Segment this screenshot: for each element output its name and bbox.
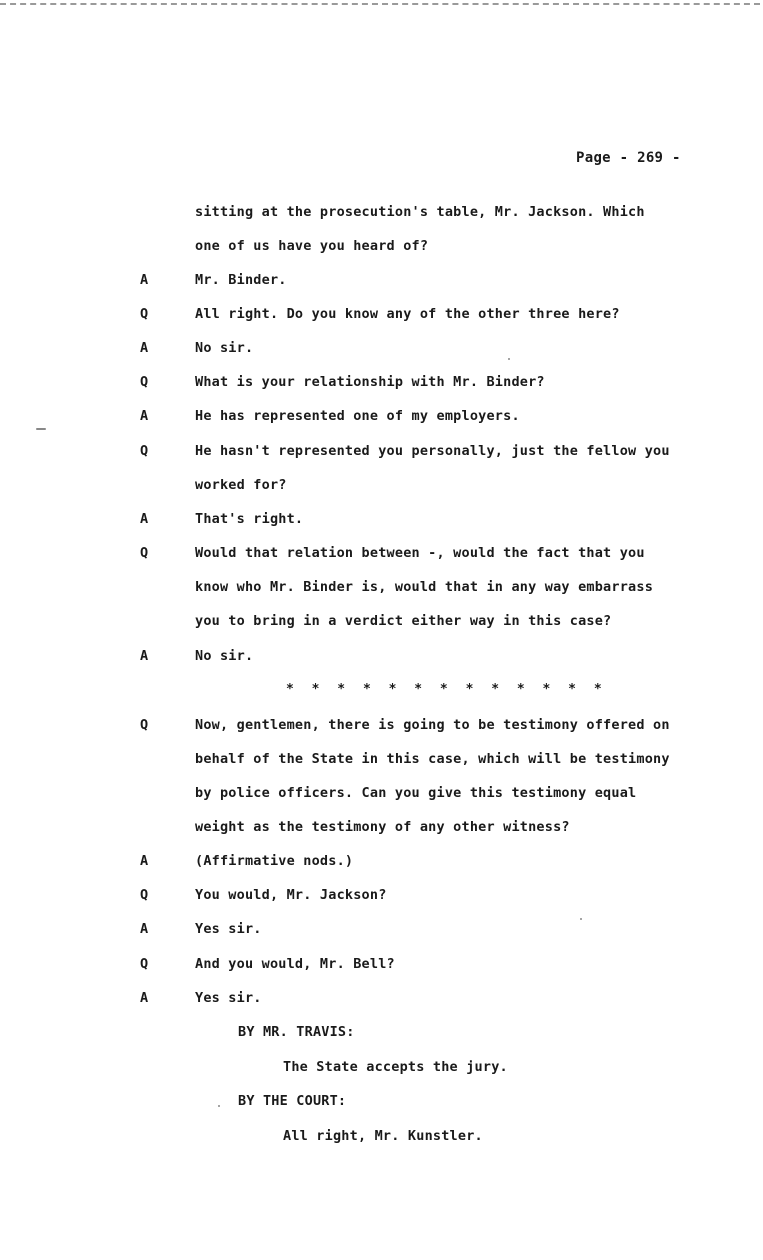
scan-speck (580, 918, 582, 920)
transcript-line: That's right. (195, 511, 304, 527)
speaker-marker: Q (140, 443, 149, 459)
transcript-line: Yes sir. (195, 990, 262, 1006)
transcript-line: Yes sir. (195, 921, 262, 937)
scan-speck (508, 358, 510, 360)
speaker-marker: Q (140, 887, 149, 903)
speaker-marker: A (140, 990, 149, 1006)
transcript-line: sitting at the prosecution's table, Mr. Jackson. Which (195, 204, 645, 220)
transcript-line: You would, Mr. Jackson? (195, 887, 387, 903)
speaker-marker: A (140, 648, 149, 664)
transcript-line: know who Mr. Binder is, would that in any way embarrass (195, 579, 654, 595)
transcript-line: Would that relation between -, would the fact that you (195, 545, 645, 561)
transcript-line: by police officers. Can you give this testimony equal (195, 785, 637, 801)
scan-speck (218, 1105, 220, 1107)
transcript-line: behalf of the State in this case, which will be testimony (195, 751, 670, 767)
transcript-line: Mr. Binder. (195, 272, 287, 288)
transcript-line: you to bring in a verdict either way in this case? (195, 613, 612, 629)
transcript-line: worked for? (195, 477, 287, 493)
scan-top-edge (0, 3, 760, 5)
transcript-line: Now, gentlemen, there is going to be testimony offered on (195, 717, 670, 733)
transcript-line: one of us have you heard of? (195, 238, 429, 254)
section-divider-stars: * * * * * * * * * * * * * (286, 682, 607, 697)
page-number: Page - 269 - (576, 150, 681, 166)
speaker-heading: BY MR. TRAVIS: (238, 1024, 355, 1040)
transcript-line: weight as the testimony of any other witness? (195, 819, 570, 835)
transcript-line: He has represented one of my employers. (195, 408, 520, 424)
speaker-marker: A (140, 272, 149, 288)
transcript-line: All right, Mr. Kunstler. (283, 1128, 483, 1144)
speaker-marker: Q (140, 545, 149, 561)
speaker-marker: A (140, 511, 149, 527)
transcript-line: The State accepts the jury. (283, 1059, 508, 1075)
transcript-line: What is your relationship with Mr. Binder? (195, 374, 545, 390)
speaker-heading: BY THE COURT: (238, 1093, 347, 1109)
speaker-marker: A (140, 340, 149, 356)
transcript-line: And you would, Mr. Bell? (195, 956, 395, 972)
scan-speck (36, 428, 46, 430)
speaker-marker: Q (140, 717, 149, 733)
transcript-line: All right. Do you know any of the other three here? (195, 306, 620, 322)
transcript-line: He hasn't represented you personally, just the fellow you (195, 443, 670, 459)
speaker-marker: Q (140, 374, 149, 390)
speaker-marker: Q (140, 956, 149, 972)
speaker-marker: Q (140, 306, 149, 322)
transcript-line: No sir. (195, 340, 254, 356)
transcript-line: No sir. (195, 648, 254, 664)
transcript-line: (Affirmative nods.) (195, 853, 354, 869)
speaker-marker: A (140, 921, 149, 937)
speaker-marker: A (140, 853, 149, 869)
speaker-marker: A (140, 408, 149, 424)
